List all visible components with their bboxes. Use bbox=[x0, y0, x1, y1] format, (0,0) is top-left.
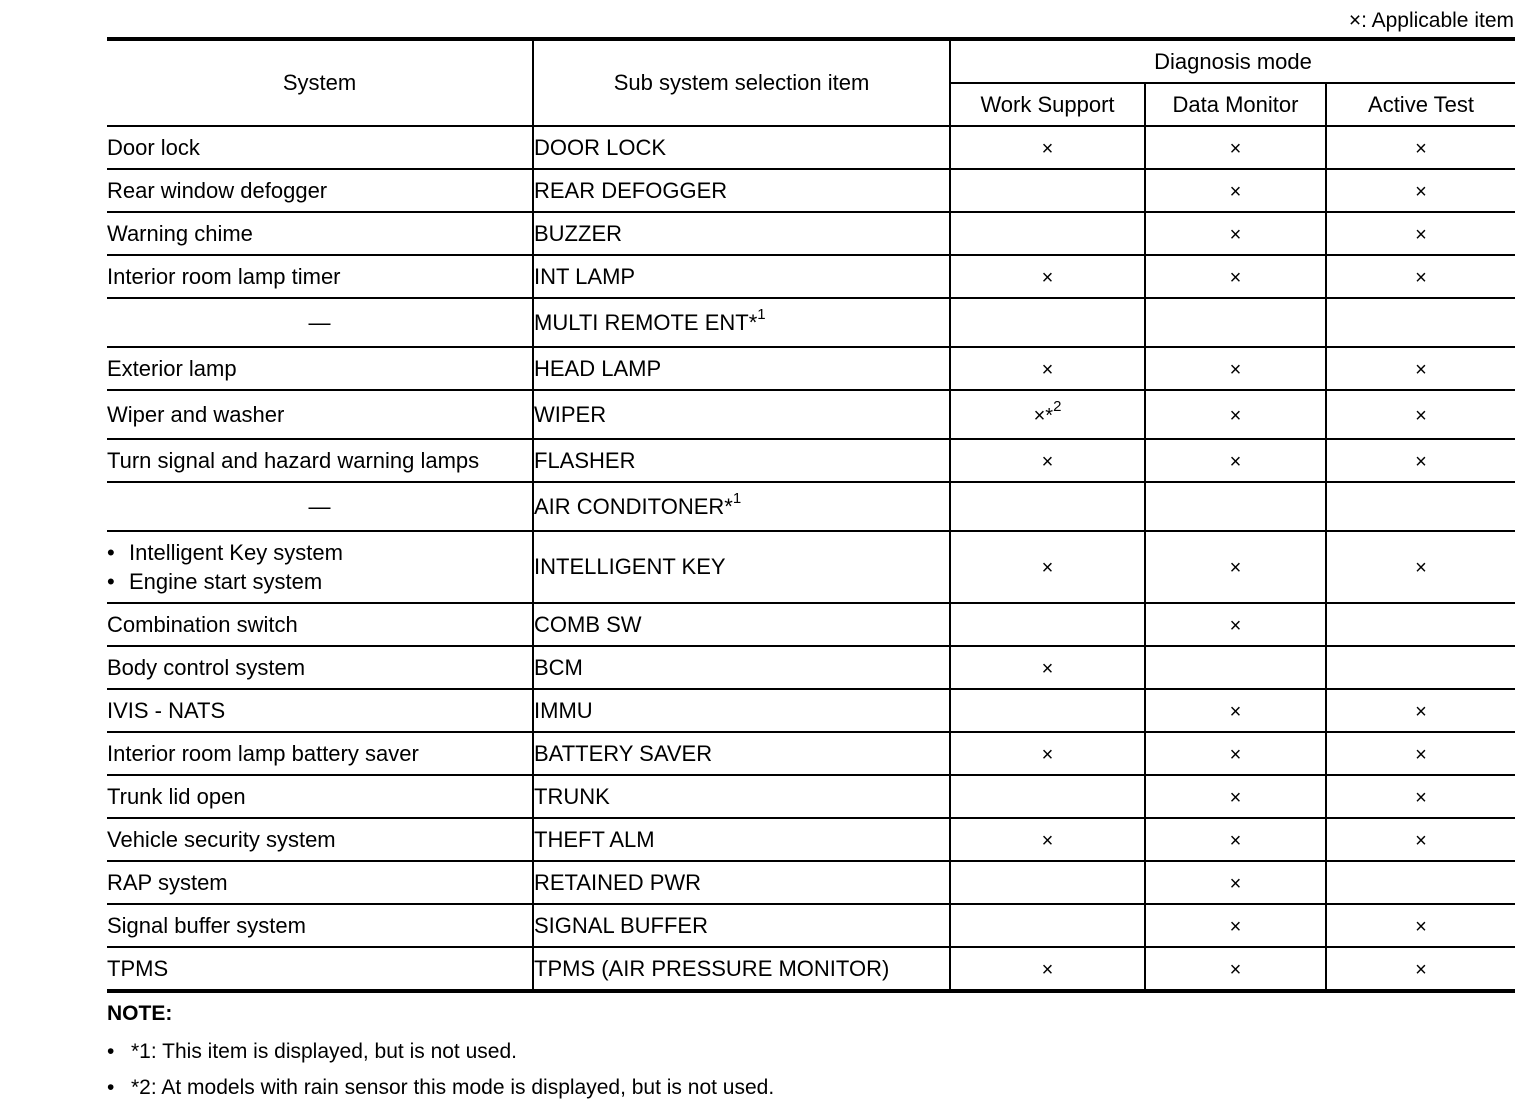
applicable-mark: × bbox=[1041, 137, 1054, 160]
table-row bbox=[107, 126, 1515, 169]
applicable-mark: × bbox=[1229, 700, 1242, 723]
applicable-mark: × bbox=[1229, 614, 1242, 637]
active-test-cell bbox=[1326, 531, 1515, 603]
sub-system-cell bbox=[533, 439, 950, 482]
legend-applicable-item: ×: Applicable item bbox=[1348, 9, 1514, 32]
sub-system-label: HEAD LAMP bbox=[534, 355, 662, 381]
data-monitor-cell bbox=[1145, 347, 1326, 390]
data-monitor-cell bbox=[1145, 126, 1326, 169]
header-sub-system: Sub system selection item bbox=[533, 39, 950, 126]
sub-system-cell bbox=[533, 689, 950, 732]
work-support-cell bbox=[950, 818, 1145, 861]
applicable-mark: × bbox=[1415, 358, 1427, 381]
system-cell: — bbox=[107, 298, 533, 347]
data-monitor-cell bbox=[1145, 482, 1326, 531]
applicable-mark: × bbox=[1415, 223, 1427, 246]
system-cell: Wiper and washer bbox=[107, 390, 533, 439]
data-monitor-cell bbox=[1145, 169, 1326, 212]
applicable-mark: × bbox=[1415, 829, 1427, 852]
data-monitor-cell bbox=[1145, 298, 1326, 347]
sub-system-label: RETAINED PWR bbox=[534, 869, 702, 895]
system-bullet: • Engine start system bbox=[107, 567, 532, 596]
table-row bbox=[107, 818, 1515, 861]
sub-system-cell bbox=[533, 390, 950, 439]
work-support-cell bbox=[950, 298, 1145, 347]
applicable-mark: × bbox=[1415, 700, 1427, 723]
system-bullet: • Intelligent Key system bbox=[107, 538, 532, 567]
sub-system-cell bbox=[533, 947, 950, 991]
sub-system-label: FLASHER bbox=[534, 447, 636, 473]
active-test-cell bbox=[1326, 482, 1515, 531]
table-row bbox=[107, 732, 1515, 775]
table-row bbox=[107, 439, 1515, 482]
system-cell: IVIS - NATS bbox=[107, 689, 533, 732]
active-test-cell bbox=[1326, 947, 1515, 991]
sub-system-label: BUZZER bbox=[534, 220, 622, 246]
data-monitor-cell bbox=[1145, 439, 1326, 482]
sub-system-cell bbox=[533, 298, 950, 347]
applicable-mark: × bbox=[1041, 829, 1054, 852]
applicable-mark: × bbox=[1229, 872, 1242, 895]
applicable-mark: × bbox=[1229, 358, 1242, 381]
sub-system-cell bbox=[533, 169, 950, 212]
applicable-mark: × bbox=[1041, 266, 1054, 289]
data-monitor-cell bbox=[1145, 904, 1326, 947]
applicable-mark: × bbox=[1415, 137, 1427, 160]
sub-system-label: REAR DEFOGGER bbox=[534, 177, 728, 203]
data-monitor-cell bbox=[1145, 255, 1326, 298]
system-cell: RAP system bbox=[107, 861, 533, 904]
data-monitor-cell bbox=[1145, 603, 1326, 646]
sub-system-label: BCM bbox=[534, 654, 583, 680]
work-support-cell bbox=[950, 775, 1145, 818]
applicable-mark: × bbox=[1229, 223, 1242, 246]
applicable-mark: × bbox=[1229, 743, 1242, 766]
applicable-mark: × bbox=[1229, 829, 1242, 852]
work-support-cell bbox=[950, 169, 1145, 212]
work-support-cell bbox=[950, 861, 1145, 904]
data-monitor-cell bbox=[1145, 732, 1326, 775]
applicable-mark: × bbox=[1229, 557, 1242, 579]
header-data-monitor: Data Monitor bbox=[1145, 83, 1326, 126]
work-support-cell bbox=[950, 603, 1145, 646]
table-row bbox=[107, 689, 1515, 732]
applicable-mark: × bbox=[1229, 404, 1242, 427]
system-cell: Exterior lamp bbox=[107, 347, 533, 390]
sub-system-label: IMMU bbox=[534, 697, 593, 723]
sub-system-label: SIGNAL BUFFER bbox=[534, 912, 708, 938]
system-cell: TPMS bbox=[107, 947, 533, 991]
applicable-mark: × bbox=[1041, 657, 1054, 680]
work-support-cell bbox=[950, 390, 1145, 439]
work-support-cell bbox=[950, 904, 1145, 947]
work-support-cell bbox=[950, 732, 1145, 775]
data-monitor-cell bbox=[1145, 689, 1326, 732]
sub-system-cell bbox=[533, 126, 950, 169]
active-test-cell bbox=[1326, 390, 1515, 439]
table-row bbox=[107, 390, 1515, 439]
data-monitor-cell bbox=[1145, 775, 1326, 818]
header-system: System bbox=[107, 39, 533, 126]
work-support-cell bbox=[950, 212, 1145, 255]
notes bbox=[107, 1002, 774, 1112]
table-row bbox=[107, 861, 1515, 904]
applicable-mark: × bbox=[1415, 404, 1427, 427]
sub-system-cell bbox=[533, 603, 950, 646]
sub-system-label: WIPER bbox=[534, 401, 607, 427]
applicable-mark: × bbox=[1415, 915, 1427, 938]
applicable-mark: × bbox=[1229, 266, 1242, 289]
applicable-mark: × bbox=[1415, 180, 1427, 203]
sub-system-cell bbox=[533, 861, 950, 904]
system-cell: Door lock bbox=[107, 126, 533, 169]
work-support-cell bbox=[950, 531, 1145, 603]
applicable-mark: × bbox=[1415, 786, 1427, 809]
table-row bbox=[107, 947, 1515, 991]
work-support-cell bbox=[950, 347, 1145, 390]
system-cell: Combination switch bbox=[107, 603, 533, 646]
active-test-cell bbox=[1326, 126, 1515, 169]
sub-system-cell bbox=[533, 482, 950, 531]
active-test-cell bbox=[1326, 255, 1515, 298]
active-test-cell bbox=[1326, 212, 1515, 255]
note-title: NOTE: bbox=[107, 1002, 173, 1025]
active-test-cell bbox=[1326, 732, 1515, 775]
active-test-cell bbox=[1326, 298, 1515, 347]
active-test-cell bbox=[1326, 775, 1515, 818]
header-active-test: Active Test bbox=[1326, 83, 1515, 126]
applicable-mark: × bbox=[1041, 743, 1054, 766]
data-monitor-cell bbox=[1145, 861, 1326, 904]
applicable-mark: × bbox=[1415, 557, 1427, 579]
data-monitor-cell bbox=[1145, 531, 1326, 603]
applicable-mark: × bbox=[1415, 266, 1427, 289]
system-cell: Signal buffer system bbox=[107, 904, 533, 947]
table-body bbox=[107, 126, 1515, 991]
sub-system-label: THEFT ALM bbox=[534, 826, 655, 852]
system-cell: Interior room lamp battery saver bbox=[107, 732, 533, 775]
diagnosis-mode-table bbox=[107, 37, 1515, 993]
applicable-mark: × bbox=[1415, 743, 1427, 766]
system-cell: Turn signal and hazard warning lamps bbox=[107, 439, 533, 482]
sub-system-cell bbox=[533, 255, 950, 298]
table-row bbox=[107, 212, 1515, 255]
sub-system-cell bbox=[533, 646, 950, 689]
sub-system-label: MULTI REMOTE ENT* bbox=[534, 309, 758, 335]
system-cell: Rear window defogger bbox=[107, 169, 533, 212]
sub-system-cell bbox=[533, 732, 950, 775]
active-test-cell bbox=[1326, 603, 1515, 646]
footnote-ref: 2 bbox=[1053, 398, 1062, 416]
active-test-cell bbox=[1326, 689, 1515, 732]
active-test-cell bbox=[1326, 904, 1515, 947]
sub-system-label: DOOR LOCK bbox=[534, 134, 667, 160]
work-support-cell bbox=[950, 482, 1145, 531]
data-monitor-cell bbox=[1145, 947, 1326, 991]
system-cell bbox=[107, 531, 533, 603]
footnote-ref: 1 bbox=[757, 306, 766, 324]
system-cell: Body control system bbox=[107, 646, 533, 689]
table-row bbox=[107, 482, 1515, 531]
applicable-mark: × bbox=[1229, 180, 1242, 203]
sub-system-cell bbox=[533, 212, 950, 255]
applicable-mark: × bbox=[1041, 557, 1054, 579]
note-item: • *2: At models with rain sensor this mode is displayed, but is not used. bbox=[107, 1076, 774, 1100]
applicable-mark: × bbox=[1041, 358, 1054, 381]
sub-system-label: INT LAMP bbox=[534, 263, 636, 289]
data-monitor-cell bbox=[1145, 212, 1326, 255]
system-cell: Warning chime bbox=[107, 212, 533, 255]
applicable-mark: × bbox=[1041, 958, 1054, 981]
sub-system-label: TRUNK bbox=[534, 783, 610, 809]
table-row bbox=[107, 603, 1515, 646]
footnote-ref: 1 bbox=[732, 490, 742, 508]
header-work-support: Work Support bbox=[950, 83, 1145, 126]
table-row bbox=[107, 904, 1515, 947]
header-diagnosis-mode: Diagnosis mode bbox=[950, 39, 1515, 83]
table-row bbox=[107, 347, 1515, 390]
applicable-mark: × bbox=[1229, 958, 1242, 981]
data-monitor-cell bbox=[1145, 646, 1326, 689]
active-test-cell bbox=[1326, 818, 1515, 861]
table-row bbox=[107, 169, 1515, 212]
active-test-cell bbox=[1326, 646, 1515, 689]
table-row bbox=[107, 531, 1515, 603]
applicable-mark: × bbox=[1229, 786, 1242, 809]
table-row bbox=[107, 298, 1515, 347]
system-cell: Vehicle security system bbox=[107, 818, 533, 861]
work-support-cell bbox=[950, 255, 1145, 298]
data-monitor-cell bbox=[1145, 390, 1326, 439]
sub-system-label: AIR CONDITONER* bbox=[534, 493, 733, 519]
table-row bbox=[107, 775, 1515, 818]
table-row bbox=[107, 255, 1515, 298]
work-support-cell bbox=[950, 947, 1145, 991]
applicable-mark: × bbox=[1229, 915, 1242, 938]
sub-system-label: COMB SW bbox=[534, 611, 642, 637]
data-monitor-cell bbox=[1145, 818, 1326, 861]
work-support-cell bbox=[950, 646, 1145, 689]
sub-system-cell bbox=[533, 531, 950, 603]
note-item: • *1: This item is displayed, but is not used. bbox=[107, 1040, 774, 1064]
applicable-mark: × bbox=[1041, 450, 1054, 473]
applicable-mark: × bbox=[1229, 137, 1242, 160]
sub-system-cell bbox=[533, 904, 950, 947]
work-support-cell bbox=[950, 689, 1145, 732]
active-test-cell bbox=[1326, 861, 1515, 904]
applicable-mark: × bbox=[1415, 450, 1427, 473]
active-test-cell bbox=[1326, 169, 1515, 212]
sub-system-cell bbox=[533, 818, 950, 861]
applicable-mark: × bbox=[1229, 450, 1242, 473]
applicable-mark: × bbox=[1415, 958, 1427, 981]
active-test-cell bbox=[1326, 347, 1515, 390]
sub-system-label: TPMS (AIR PRESSURE MONITOR) bbox=[534, 955, 890, 981]
work-support-cell bbox=[950, 126, 1145, 169]
work-support-cell bbox=[950, 439, 1145, 482]
sub-system-cell bbox=[533, 347, 950, 390]
system-cell: — bbox=[107, 482, 533, 531]
sub-system-label: INTELLIGENT KEY bbox=[534, 554, 726, 579]
active-test-cell bbox=[1326, 439, 1515, 482]
sub-system-cell bbox=[533, 775, 950, 818]
system-cell: Interior room lamp timer bbox=[107, 255, 533, 298]
system-cell: Trunk lid open bbox=[107, 775, 533, 818]
sub-system-label: BATTERY SAVER bbox=[534, 740, 713, 766]
applicable-mark: ×* bbox=[1033, 404, 1054, 427]
table-row bbox=[107, 646, 1515, 689]
